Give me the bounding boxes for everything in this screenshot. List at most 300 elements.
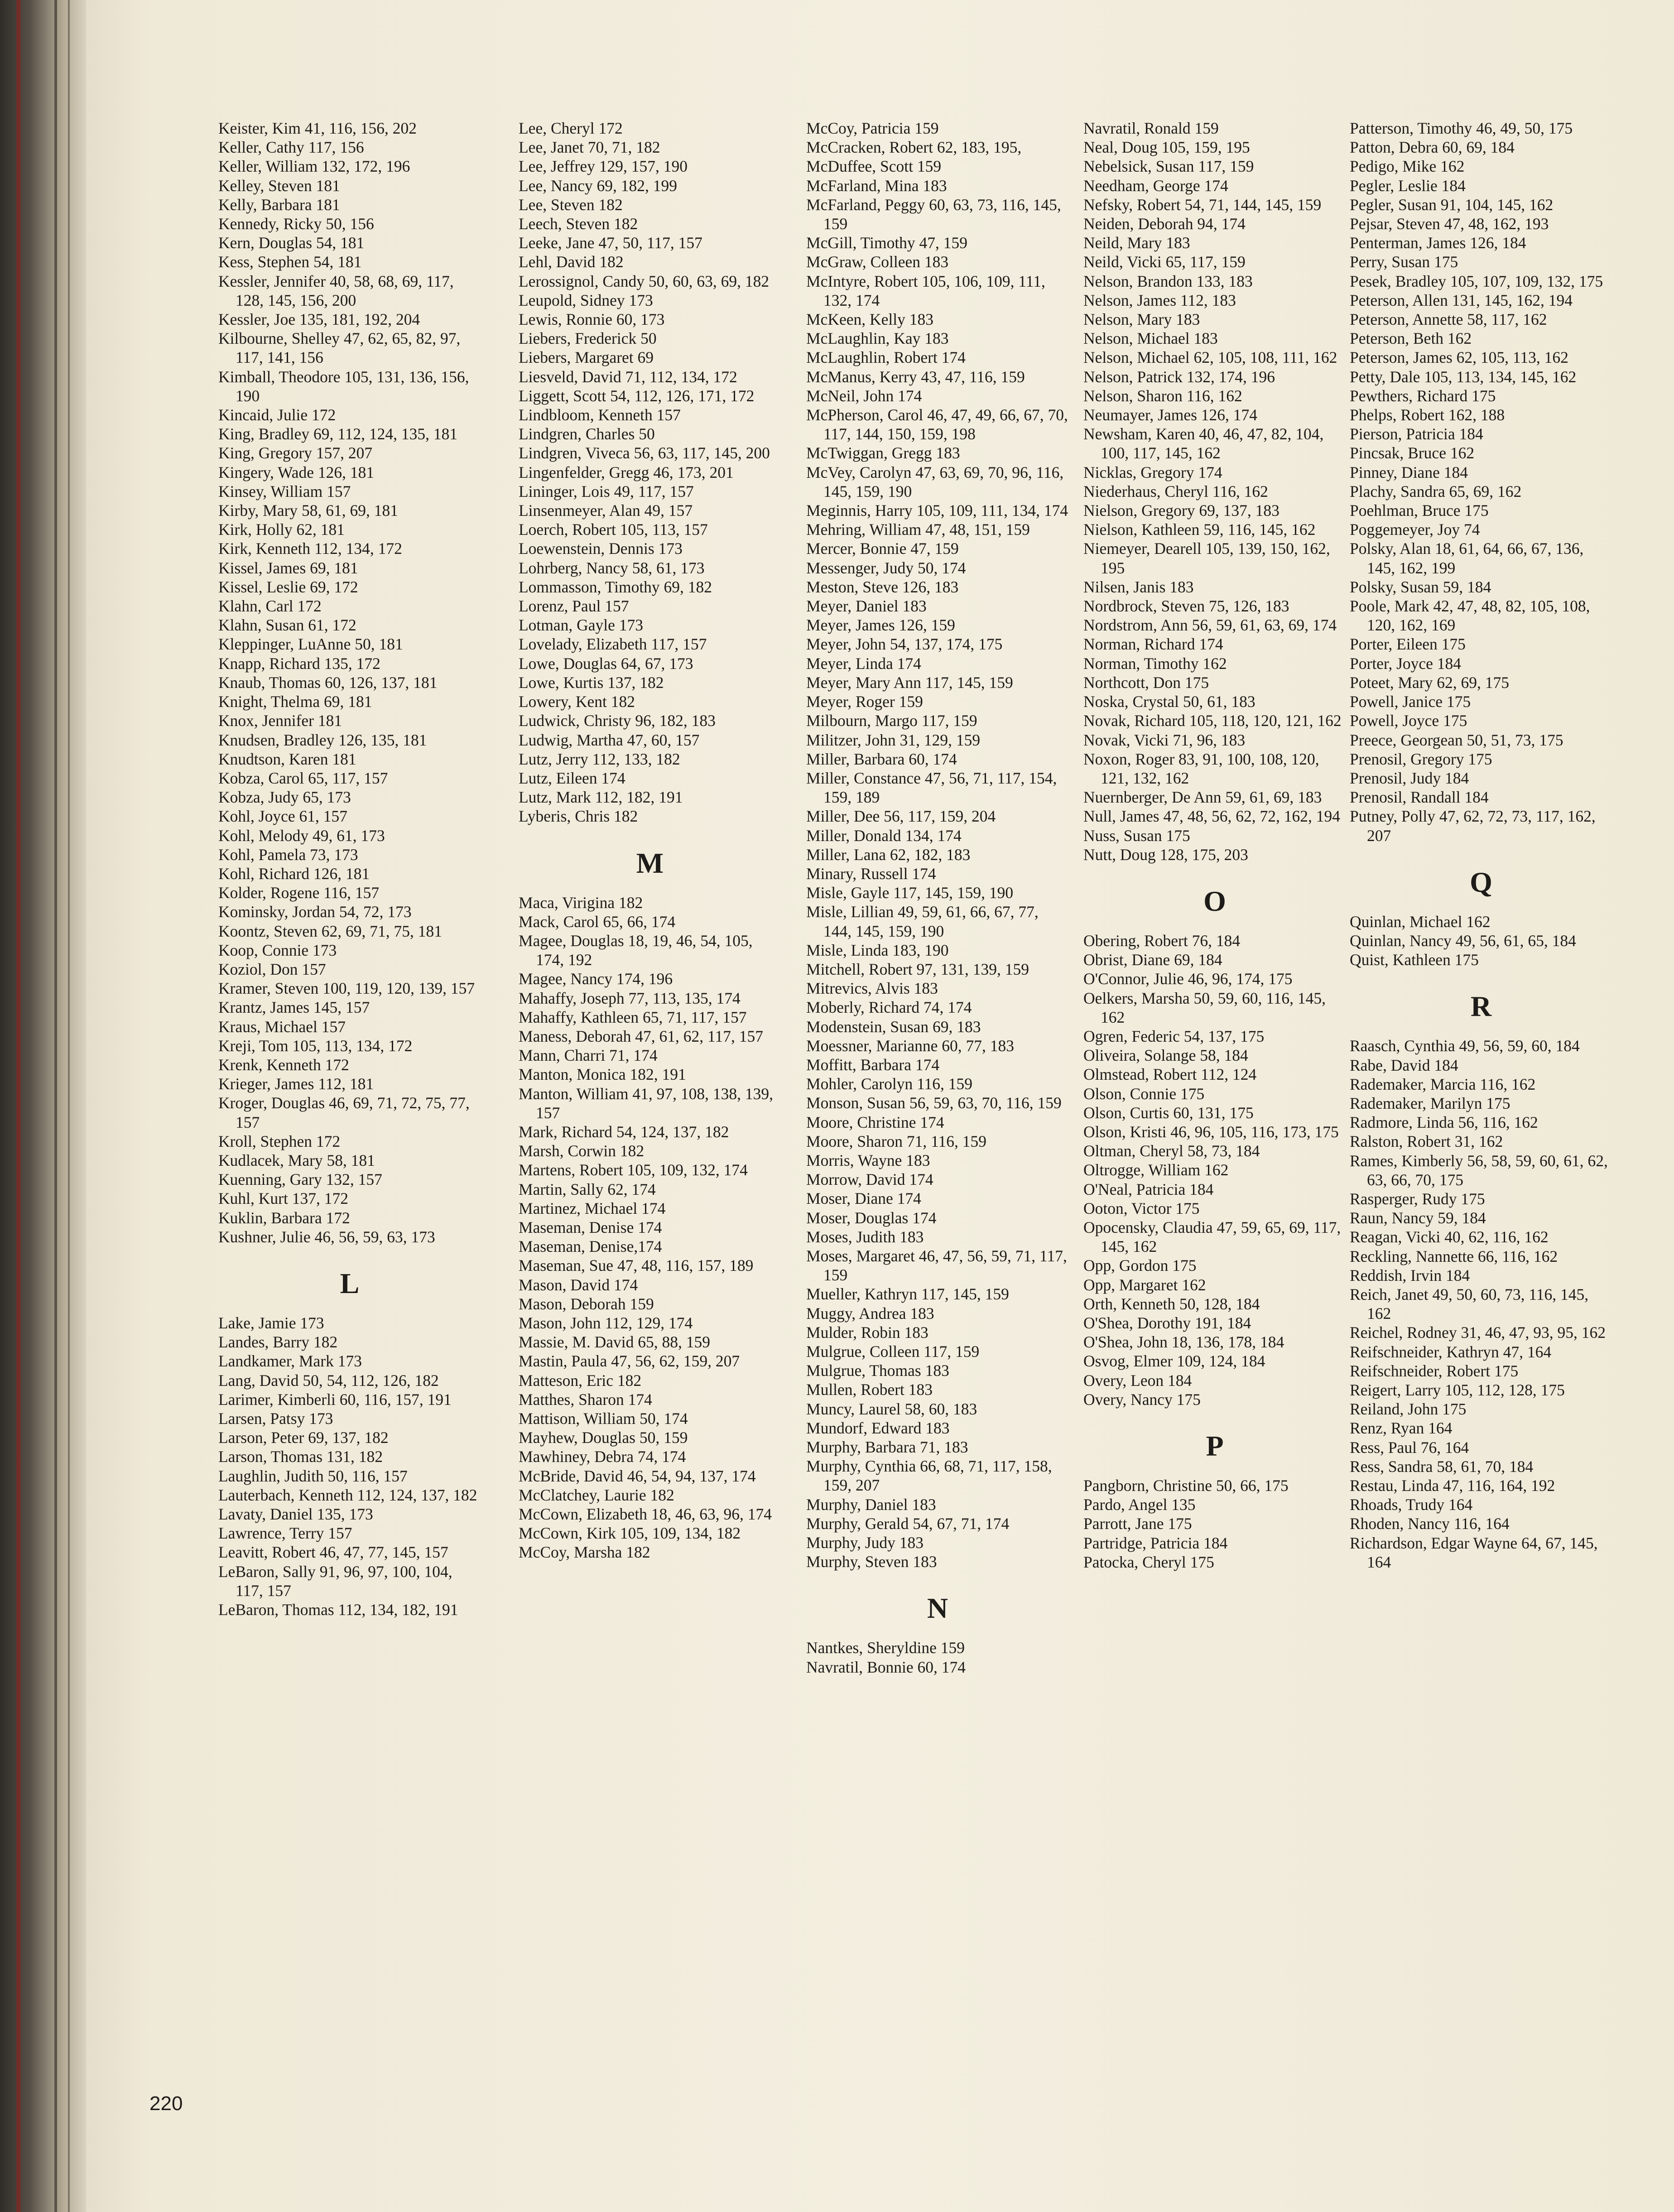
index-entry: Knight, Thelma 69, 181: [218, 692, 372, 711]
index-entry: Olson, Kristi 46, 96, 105, 116, 173, 175: [1083, 1122, 1339, 1141]
index-entry: Norman, Richard 174: [1083, 635, 1223, 654]
index-entry: Mulgrue, Thomas 183: [806, 1361, 949, 1380]
index-entry: Pangborn, Christine 50, 66, 175: [1083, 1476, 1289, 1495]
index-entry: McGraw, Colleen 183: [806, 253, 949, 271]
index-entry: Pincsak, Bruce 162: [1350, 444, 1475, 462]
index-entry: Magee, Douglas 18, 19, 46, 54, 105, 174, 192: [519, 931, 753, 969]
index-entry: Lerossignol, Candy 50, 60, 63, 69, 182: [519, 272, 770, 290]
index-entry: Miller, Lana 62, 182, 183: [806, 845, 971, 864]
index-entry: Ludwig, Martha 47, 60, 157: [519, 731, 700, 749]
index-entry: Northcott, Don 175: [1083, 673, 1209, 692]
index-entry: Kuhl, Kurt 137, 172: [218, 1189, 348, 1208]
index-entry: Nicklas, Gregory 174: [1083, 463, 1222, 481]
index-entry: Polsky, Susan 59, 184: [1350, 577, 1491, 596]
index-entry: McCown, Elizabeth 18, 46, 63, 96, 174: [519, 1505, 772, 1524]
index-entry: Obrist, Diane 69, 184: [1083, 951, 1222, 969]
section-letter: P: [1206, 1430, 1224, 1462]
index-entry: Olson, Connie 175: [1083, 1084, 1205, 1103]
book-spine: [0, 0, 86, 2212]
index-entry: Navratil, Ronald 159: [1083, 119, 1219, 137]
index-entry: Peterson, Beth 162: [1350, 329, 1472, 348]
index-entry: McLaughlin, Kay 183: [806, 329, 949, 348]
index-entry: Kern, Douglas 54, 181: [218, 234, 365, 252]
index-entry: Moses, Margaret 46, 47, 56, 59, 71, 117, 159: [806, 1246, 1067, 1284]
index-column-2: [519, 119, 781, 1562]
index-entry: Mercer, Bonnie 47, 159: [806, 539, 959, 558]
index-entry: Maca, Virigina 182: [519, 893, 643, 912]
index-entry: Leech, Steven 182: [519, 215, 638, 233]
index-entry: Overy, Nancy 175: [1083, 1390, 1201, 1409]
index-entry: Liebers, Margaret 69: [519, 348, 654, 367]
index-entry: Penterman, James 126, 184: [1350, 234, 1526, 252]
index-entry: Porter, Eileen 175: [1350, 635, 1466, 654]
index-entry: Matteson, Eric 182: [519, 1371, 642, 1390]
index-entry: Mulder, Robin 183: [806, 1323, 928, 1342]
index-entry: Morrow, David 174: [806, 1170, 933, 1189]
section-letter: R: [1470, 990, 1492, 1023]
index-entry: Lingenfelder, Gregg 46, 173, 201: [519, 463, 734, 481]
index-entry: Keller, Cathy 117, 156: [218, 138, 364, 157]
index-entry: Murphy, Gerald 54, 67, 71, 174: [806, 1514, 1010, 1533]
index-entry: Lindgren, Charles 50: [519, 425, 655, 443]
index-entry: Kennedy, Ricky 50, 156: [218, 215, 374, 233]
index-entry: Nelson, Michael 183: [1083, 329, 1218, 348]
index-entry: Olson, Curtis 60, 131, 175: [1083, 1103, 1254, 1122]
index-entry: Newsham, Karen 40, 46, 47, 82, 104, 100, 117, 145, 162: [1083, 425, 1324, 462]
index-entry: Lutz, Eileen 174: [519, 769, 625, 787]
index-entry: Krantz, James 145, 157: [218, 998, 370, 1017]
index-entry: Kohl, Richard 126, 181: [218, 864, 370, 883]
index-entry: Kess, Stephen 54, 181: [218, 253, 362, 271]
index-entry: Kushner, Julie 46, 56, 59, 63, 173: [218, 1227, 435, 1246]
index-entry: Nantkes, Sheryldine 159: [806, 1639, 965, 1657]
index-entry: Mason, David 174: [519, 1275, 638, 1294]
index-entry: Miller, Donald 134, 174: [806, 826, 962, 845]
index-entry: Lininger, Lois 49, 117, 157: [519, 482, 694, 500]
index-entry: Klahn, Susan 61, 172: [218, 616, 356, 635]
index-entry: Needham, George 174: [1083, 176, 1228, 195]
index-entry: Larson, Peter 69, 137, 182: [218, 1428, 389, 1447]
index-entry: Nordstrom, Ann 56, 59, 61, 63, 69, 174: [1083, 616, 1337, 635]
index-entry: McTwiggan, Gregg 183: [806, 444, 960, 462]
index-entry: Lewis, Ronnie 60, 173: [519, 310, 665, 329]
section-letter: L: [340, 1267, 360, 1299]
index-entry: Powell, Janice 175: [1350, 692, 1471, 711]
index-entry: Knaub, Thomas 60, 126, 137, 181: [218, 673, 438, 692]
index-entry: Oliveira, Solange 58, 184: [1083, 1046, 1248, 1065]
index-entry: Novak, Vicki 71, 96, 183: [1083, 731, 1246, 749]
index-entry: Miller, Dee 56, 117, 159, 204: [806, 807, 996, 826]
index-entry: Kroger, Douglas 46, 69, 71, 72, 75, 77, 157: [218, 1094, 470, 1131]
index-entry: Kohl, Melody 49, 61, 173: [218, 826, 385, 845]
index-entry: Raun, Nancy 59, 184: [1350, 1209, 1486, 1227]
index-entry: Modenstein, Susan 69, 183: [806, 1017, 981, 1036]
index-entry: Peterson, James 62, 105, 113, 162: [1350, 348, 1568, 367]
index-entry: Mehring, William 47, 48, 151, 159: [806, 520, 1030, 539]
index-entry: Krieger, James 112, 181: [218, 1075, 374, 1093]
index-entry: Richardson, Edgar Wayne 64, 67, 145, 164: [1350, 1534, 1598, 1571]
index-entry: Pegler, Leslie 184: [1350, 176, 1466, 195]
index-entry: Neiden, Deborah 94, 174: [1083, 215, 1246, 233]
index-entry: Oltman, Cheryl 58, 73, 184: [1083, 1142, 1260, 1160]
index-entry: Reiland, John 175: [1350, 1400, 1467, 1419]
index-entry: King, Gregory 157, 207: [218, 444, 373, 462]
index-entry: Null, James 47, 48, 56, 62, 72, 162, 194: [1083, 807, 1340, 826]
index-entry: Kuklin, Barbara 172: [218, 1208, 350, 1227]
index-entry: Kohl, Joyce 61, 157: [218, 807, 347, 826]
index-entry: Opp, Margaret 162: [1083, 1275, 1206, 1294]
index-entry: Meyer, James 126, 159: [806, 616, 955, 635]
index-entry: Kolder, Rogene 116, 157: [218, 884, 380, 902]
index-entry: Kingery, Wade 126, 181: [218, 463, 375, 481]
index-entry: Prenosil, Randall 184: [1350, 788, 1489, 807]
index-entry: Laughlin, Judith 50, 116, 157: [218, 1467, 408, 1485]
index-entry: McGill, Timothy 47, 159: [806, 234, 968, 252]
index-entry: Lowe, Kurtis 137, 182: [519, 673, 664, 692]
index-entry: Olmstead, Robert 112, 124: [1083, 1065, 1257, 1084]
index-entry: Mulgrue, Colleen 117, 159: [806, 1342, 980, 1361]
index-entry: Nutt, Doug 128, 175, 203: [1083, 845, 1248, 864]
index-entry: Pardo, Angel 135: [1083, 1496, 1196, 1514]
index-entry: Kroll, Stephen 172: [218, 1132, 341, 1150]
page-number: 220: [149, 2092, 183, 2115]
index-entry: Moessner, Marianne 60, 77, 183: [806, 1036, 1015, 1055]
index-entry: Misle, Linda 183, 190: [806, 941, 949, 959]
index-entry: O'Shea, John 18, 136, 178, 184: [1083, 1333, 1284, 1351]
index-entry: Lohrberg, Nancy 58, 61, 173: [519, 558, 705, 577]
index-entry: Larimer, Kimberli 60, 116, 157, 191: [218, 1390, 452, 1409]
index-entry: Restau, Linda 47, 116, 164, 192: [1350, 1476, 1555, 1495]
index-entry: Messenger, Judy 50, 174: [806, 558, 966, 577]
index-entry: Kobza, Carol 65, 117, 157: [218, 769, 388, 787]
index-entry: Moses, Judith 183: [806, 1227, 924, 1246]
index-entry: Osvog, Elmer 109, 124, 184: [1083, 1352, 1265, 1370]
index-entry: McDuffee, Scott 159: [806, 157, 942, 176]
index-entry: LeBaron, Thomas 112, 134, 182, 191: [218, 1601, 458, 1619]
index-entry: Militzer, John 31, 129, 159: [806, 731, 981, 749]
index-entry: Oltrogge, William 162: [1083, 1161, 1229, 1179]
index-entry: Lee, Steven 182: [519, 195, 623, 214]
index-entry: Leeke, Jane 47, 50, 117, 157: [519, 234, 702, 252]
index-entry: McCracken, Robert 62, 183, 195,: [806, 138, 1022, 157]
index-entry: Landes, Barry 182: [218, 1333, 338, 1351]
index-entry: McBride, David 46, 54, 94, 137, 174: [519, 1467, 756, 1485]
index-entry: Kimball, Theodore 105, 131, 136, 156, 190: [218, 367, 469, 405]
index-entry: Noxon, Roger 83, 91, 100, 108, 120, 121, 132, 162: [1083, 750, 1319, 787]
index-entry: Rames, Kimberly 56, 58, 59, 60, 61, 62, 63, 66, 70, 175: [1350, 1151, 1608, 1189]
index-entry: Manton, Monica 182, 191: [519, 1065, 686, 1084]
index-entry: Lang, David 50, 54, 112, 126, 182: [218, 1371, 439, 1390]
index-entry: Kessler, Joe 135, 181, 192, 204: [218, 310, 420, 329]
index-entry: Pejsar, Steven 47, 48, 162, 193: [1350, 215, 1549, 233]
index-entry: McFarland, Peggy 60, 63, 73, 116, 145, 159: [806, 195, 1061, 233]
index-entry: McLaughlin, Robert 174: [806, 348, 966, 367]
index-entry: Reifschneider, Kathryn 47, 164: [1350, 1342, 1552, 1361]
index-entry: Kobza, Judy 65, 173: [218, 788, 351, 807]
index-entry: Novak, Richard 105, 118, 120, 121, 162: [1083, 712, 1342, 730]
index-entry: Koop, Connie 173: [218, 941, 337, 959]
index-entry: Quinlan, Nancy 49, 56, 61, 65, 184: [1350, 931, 1576, 950]
index-entry: Lee, Nancy 69, 182, 199: [519, 176, 677, 195]
index-entry: Liebers, Frederick 50: [519, 329, 657, 348]
index-entry: Quist, Kathleen 175: [1350, 951, 1479, 969]
index-entry: Kelley, Steven 181: [218, 176, 340, 195]
index-entry: Misle, Gayle 117, 145, 159, 190: [806, 884, 1014, 902]
index-entry: Lyberis, Chris 182: [519, 807, 638, 826]
index-entry: O'Neal, Patricia 184: [1083, 1180, 1214, 1198]
index-entry: Muncy, Laurel 58, 60, 183: [806, 1399, 977, 1418]
index-entry: Meston, Steve 126, 183: [806, 577, 959, 596]
index-entry: Prenosil, Gregory 175: [1350, 750, 1492, 768]
index-column-1: [218, 119, 481, 1619]
index-entry: Larson, Thomas 131, 182: [218, 1447, 383, 1466]
index-entry: Mahaffy, Kathleen 65, 71, 117, 157: [519, 1008, 747, 1026]
index-entry: Loerch, Robert 105, 113, 157: [519, 520, 708, 539]
index-entry: Pierson, Patricia 184: [1350, 425, 1483, 443]
index-entry: Monson, Susan 56, 59, 63, 70, 116, 159: [806, 1094, 1062, 1112]
index-entry: Neild, Vicki 65, 117, 159: [1083, 253, 1246, 271]
index-entry: Murphy, Cynthia 66, 68, 71, 117, 158, 159, 207: [806, 1457, 1052, 1495]
index-entry: Nuernberger, De Ann 59, 61, 69, 183: [1083, 788, 1322, 807]
index-entry: Mitrevics, Alvis 183: [806, 979, 938, 998]
index-entry: Moore, Christine 174: [806, 1113, 944, 1131]
index-entry: Meyer, Roger 159: [806, 692, 923, 711]
index-entry: Patterson, Timothy 46, 49, 50, 175: [1350, 119, 1573, 137]
index-entry: Partridge, Patricia 184: [1083, 1534, 1228, 1552]
index-entry: Lutz, Mark 112, 182, 191: [519, 788, 683, 807]
index-entry: Moffitt, Barbara 174: [806, 1055, 940, 1074]
index-entry: Lindgren, Viveca 56, 63, 117, 145, 200: [519, 444, 770, 462]
index-entry: Reagan, Vicki 40, 62, 116, 162: [1350, 1228, 1549, 1246]
index-entry: Lee, Janet 70, 71, 182: [519, 138, 660, 157]
index-entry: Landkamer, Mark 173: [218, 1352, 362, 1370]
index-entry: Navratil, Bonnie 60, 174: [806, 1658, 966, 1676]
index-entry: Linsenmeyer, Alan 49, 157: [519, 501, 693, 520]
index-entry: McIntyre, Robert 105, 106, 109, 111, 132, 174: [806, 272, 1045, 309]
index-entry: McKeen, Kelly 183: [806, 310, 933, 329]
index-entry: Massie, M. David 65, 88, 159: [519, 1333, 711, 1351]
section-letter: O: [1203, 885, 1226, 917]
index-entry: Meyer, Mary Ann 117, 145, 159: [806, 673, 1013, 692]
index-entry: Poole, Mark 42, 47, 48, 82, 105, 108, 120, 162, 169: [1350, 597, 1590, 635]
index-entry: Preece, Georgean 50, 51, 73, 175: [1350, 731, 1563, 749]
index-entry: Lake, Jamie 173: [218, 1313, 324, 1332]
index-entry: King, Bradley 69, 112, 124, 135, 181: [218, 425, 458, 443]
index-entry: Ralston, Robert 31, 162: [1350, 1132, 1503, 1151]
index-entry: Quinlan, Michael 162: [1350, 912, 1491, 931]
index-entry: Rhoads, Trudy 164: [1350, 1496, 1473, 1514]
index-entry: Nielson, Kathleen 59, 116, 145, 162: [1083, 520, 1316, 539]
index-entry: Ress, Sandra 58, 61, 70, 184: [1350, 1457, 1534, 1476]
index-entry: Ludwick, Christy 96, 182, 183: [519, 712, 716, 730]
index-entry: Reich, Janet 49, 50, 60, 73, 116, 145, 162: [1350, 1285, 1589, 1323]
index-entry: Muggy, Andrea 183: [806, 1304, 934, 1322]
index-entry: Meyer, Daniel 183: [806, 597, 927, 616]
index-entry: McVey, Carolyn 47, 63, 69, 70, 96, 116, 145, 159, 190: [806, 463, 1064, 500]
index-entry: Peterson, Annette 58, 117, 162: [1350, 310, 1547, 329]
index-entry: Moore, Sharon 71, 116, 159: [806, 1132, 987, 1150]
index-entry: Meyer, Linda 174: [806, 654, 921, 673]
index-entry: Nelson, Sharon 116, 162: [1083, 386, 1242, 405]
index-entry: Radmore, Linda 56, 116, 162: [1350, 1113, 1538, 1132]
index-entry: Reichel, Rodney 31, 46, 47, 93, 95, 162: [1350, 1323, 1606, 1342]
index-entry: Murphy, Steven 183: [806, 1553, 937, 1571]
index-entry: Larsen, Patsy 173: [218, 1409, 333, 1428]
spine-page-edge: [54, 0, 57, 2212]
index-entry: Ress, Paul 76, 164: [1350, 1438, 1469, 1457]
index-entry: Maseman, Sue 47, 48, 116, 157, 189: [519, 1256, 754, 1275]
index-entry: Kudlacek, Mary 58, 181: [218, 1151, 375, 1169]
index-column-3: [806, 119, 1069, 1677]
index-entry: Putney, Polly 47, 62, 72, 73, 117, 162, 207: [1350, 807, 1596, 845]
index-entry: Reddish, Irvin 184: [1350, 1266, 1470, 1284]
index-entry: Kissel, James 69, 181: [218, 558, 358, 577]
index-entry: Maness, Deborah 47, 61, 62, 117, 157: [519, 1027, 763, 1045]
index-entry: Lommasson, Timothy 69, 182: [519, 577, 712, 596]
index-entry: Raasch, Cynthia 49, 56, 59, 60, 184: [1350, 1037, 1580, 1055]
index-entry: Niemeyer, Dearell 105, 139, 150, 162, 195: [1083, 539, 1330, 577]
index-entry: Moser, Diane 174: [806, 1189, 921, 1208]
index-entry: McNeil, John 174: [806, 386, 922, 405]
index-entry: Kincaid, Julie 172: [218, 406, 336, 424]
index-entry: Pewthers, Richard 175: [1350, 386, 1496, 405]
index-entry: Lutz, Jerry 112, 133, 182: [519, 750, 680, 768]
index-entry: Lee, Jeffrey 129, 157, 190: [519, 157, 688, 176]
index-entry: Kilbourne, Shelley 47, 62, 65, 82, 97, 117, 141, 156: [218, 329, 461, 367]
index-entry: Lee, Cheryl 172: [519, 119, 623, 137]
index-entry: Lowe, Douglas 64, 67, 173: [519, 654, 693, 673]
index-entry: Keller, William 132, 172, 196: [218, 157, 410, 176]
index-entry: Rademaker, Marcia 116, 162: [1350, 1075, 1536, 1093]
index-entry: McCown, Kirk 105, 109, 134, 182: [519, 1524, 741, 1543]
index-entry: Polsky, Alan 18, 61, 64, 66, 67, 136, 145, 162, 199: [1350, 539, 1584, 577]
index-entry: Maseman, Denise,174: [519, 1237, 662, 1256]
index-entry: Kirk, Holly 62, 181: [218, 520, 345, 539]
index-entry: Lawrence, Terry 157: [218, 1524, 352, 1543]
index-entry: Knapp, Richard 135, 172: [218, 654, 380, 673]
index-entry: Pesek, Bradley 105, 107, 109, 132, 175: [1350, 272, 1603, 290]
index-entry: Mack, Carol 65, 66, 174: [519, 912, 676, 931]
index-entry: Nebelsick, Susan 117, 159: [1083, 157, 1254, 176]
index-entry: Orth, Kenneth 50, 128, 184: [1083, 1294, 1260, 1313]
index-entry: Meginnis, Harry 105, 109, 111, 134, 174: [806, 501, 1068, 520]
index-entry: Renz, Ryan 164: [1350, 1419, 1453, 1438]
index-entry: Mayhew, Douglas 50, 159: [519, 1428, 688, 1447]
index-entry: Murphy, Barbara 71, 183: [806, 1438, 968, 1457]
index-entry: Miller, Constance 47, 56, 71, 117, 154, 159, 189: [806, 769, 1057, 807]
index-entry: Murphy, Daniel 183: [806, 1495, 936, 1514]
index-entry: Neal, Doug 105, 159, 195: [1083, 138, 1250, 157]
index-entry: Lotman, Gayle 173: [519, 616, 644, 635]
index-entry: McCoy, Patricia 159: [806, 119, 939, 137]
index-entry: Patocka, Cheryl 175: [1083, 1553, 1214, 1571]
index-entry: Reigert, Larry 105, 112, 128, 175: [1350, 1380, 1565, 1399]
index-entry: Mundorf, Edward 183: [806, 1419, 950, 1437]
index-entry: Oelkers, Marsha 50, 59, 60, 116, 145, 162: [1083, 989, 1326, 1026]
index-entry: Patton, Debra 60, 69, 184: [1350, 138, 1515, 157]
index-entry: Morris, Wayne 183: [806, 1151, 930, 1169]
index-column-4: [1083, 119, 1346, 1572]
index-entry: Peterson, Allen 131, 145, 162, 194: [1350, 291, 1573, 309]
index-entry: Manton, William 41, 97, 108, 138, 139, 157: [519, 1084, 773, 1122]
index-entry: Overy, Leon 184: [1083, 1371, 1192, 1390]
index-entry: Loewenstein, Dennis 173: [519, 539, 683, 558]
index-entry: Phelps, Robert 162, 188: [1350, 406, 1505, 424]
index-entry: Miller, Barbara 60, 174: [806, 750, 957, 768]
index-entry: Kramer, Steven 100, 119, 120, 139, 157: [218, 979, 475, 998]
index-entry: Mahaffy, Joseph 77, 113, 135, 174: [519, 989, 741, 1007]
index-entry: Martens, Robert 105, 109, 132, 174: [519, 1161, 748, 1179]
index-entry: Prenosil, Judy 184: [1350, 769, 1469, 787]
index-entry: Nordbrock, Steven 75, 126, 183: [1083, 597, 1289, 616]
index-entry: Norman, Timothy 162: [1083, 654, 1227, 673]
section-letter: N: [927, 1592, 948, 1625]
index-column-5: [1350, 119, 1612, 1572]
index-entry: Kohl, Pamela 73, 173: [218, 845, 358, 864]
index-entry: Milbourn, Margo 117, 159: [806, 712, 977, 730]
index-entry: Keister, Kim 41, 116, 156, 202: [218, 119, 417, 137]
index-entry: Kraus, Michael 157: [218, 1017, 346, 1036]
index-entry: Obering, Robert 76, 184: [1083, 931, 1241, 950]
index-entry: Martinez, Michael 174: [519, 1199, 666, 1217]
index-entry: Nuss, Susan 175: [1083, 826, 1190, 845]
index-entry: Ooton, Victor 175: [1083, 1199, 1200, 1217]
index-entry: Leupold, Sidney 173: [519, 291, 653, 309]
index-entry: Parrott, Jane 175: [1083, 1515, 1192, 1533]
index-entry: Liggett, Scott 54, 112, 126, 171, 172: [519, 386, 755, 405]
index-entry: Neild, Mary 183: [1083, 234, 1190, 252]
index-entry: Pinney, Diane 184: [1350, 463, 1468, 481]
index-entry: Lowery, Kent 182: [519, 692, 635, 711]
index-entry: Rademaker, Marilyn 175: [1350, 1094, 1510, 1112]
index-entry: Powell, Joyce 175: [1350, 712, 1467, 730]
spine-binding-edge: [16, 0, 21, 2212]
index-entry: Reifschneider, Robert 175: [1350, 1361, 1519, 1380]
index-entry: Knudsen, Bradley 126, 135, 181: [218, 731, 427, 749]
index-entry: Kessler, Jennifer 40, 58, 68, 69, 117, 128, 145, 156, 200: [218, 272, 454, 309]
index-entry: Mueller, Kathryn 117, 145, 159: [806, 1285, 1009, 1303]
index-entry: Nilsen, Janis 183: [1083, 577, 1194, 596]
index-entry: LeBaron, Sally 91, 96, 97, 100, 104, 117, 157: [218, 1562, 452, 1600]
index-entry: Pedigo, Mike 162: [1350, 157, 1465, 176]
index-entry: Krenk, Kenneth 172: [218, 1055, 349, 1074]
index-entry: Knox, Jennifer 181: [218, 712, 342, 730]
index-entry: Opocensky, Claudia 47, 59, 65, 69, 117, 145, 162: [1083, 1218, 1341, 1256]
index-entry: Opp, Gordon 175: [1083, 1256, 1197, 1275]
index-entry: McManus, Kerry 43, 47, 116, 159: [806, 367, 1025, 386]
index-entry: Lorenz, Paul 157: [519, 597, 629, 616]
index-entry: Moser, Douglas 174: [806, 1208, 937, 1227]
index-entry: Nelson, Mary 183: [1083, 310, 1200, 329]
index-entry: Poehlman, Bruce 175: [1350, 501, 1489, 520]
index-entry: Mohler, Carolyn 116, 159: [806, 1075, 973, 1093]
index-entry: O'Shea, Dorothy 191, 184: [1083, 1313, 1251, 1332]
index-entry: Liesveld, David 71, 112, 134, 172: [519, 367, 737, 386]
index-entry: Kleppinger, LuAnne 50, 181: [218, 635, 403, 654]
index-entry: Leavitt, Robert 46, 47, 77, 145, 157: [218, 1543, 448, 1562]
index-entry: McFarland, Mina 183: [806, 176, 947, 195]
index-entry: Kominsky, Jordan 54, 72, 173: [218, 903, 412, 921]
index-entry: O'Connor, Julie 46, 96, 174, 175: [1083, 970, 1293, 988]
index-entry: Maseman, Denise 174: [519, 1218, 662, 1236]
index-entry: Nelson, Patrick 132, 174, 196: [1083, 367, 1275, 386]
index-entry: Misle, Lillian 49, 59, 61, 66, 67, 77, 144, 145, 159, 190: [806, 903, 1039, 940]
index-entry: Matthes, Sharon 174: [519, 1390, 652, 1409]
index-entry: Nefsky, Robert 54, 71, 144, 145, 159: [1083, 195, 1322, 214]
index-entry: Noska, Crystal 50, 61, 183: [1083, 692, 1256, 711]
index-entry: Poggemeyer, Joy 74: [1350, 520, 1480, 539]
index-entry: Kinsey, William 157: [218, 482, 351, 500]
